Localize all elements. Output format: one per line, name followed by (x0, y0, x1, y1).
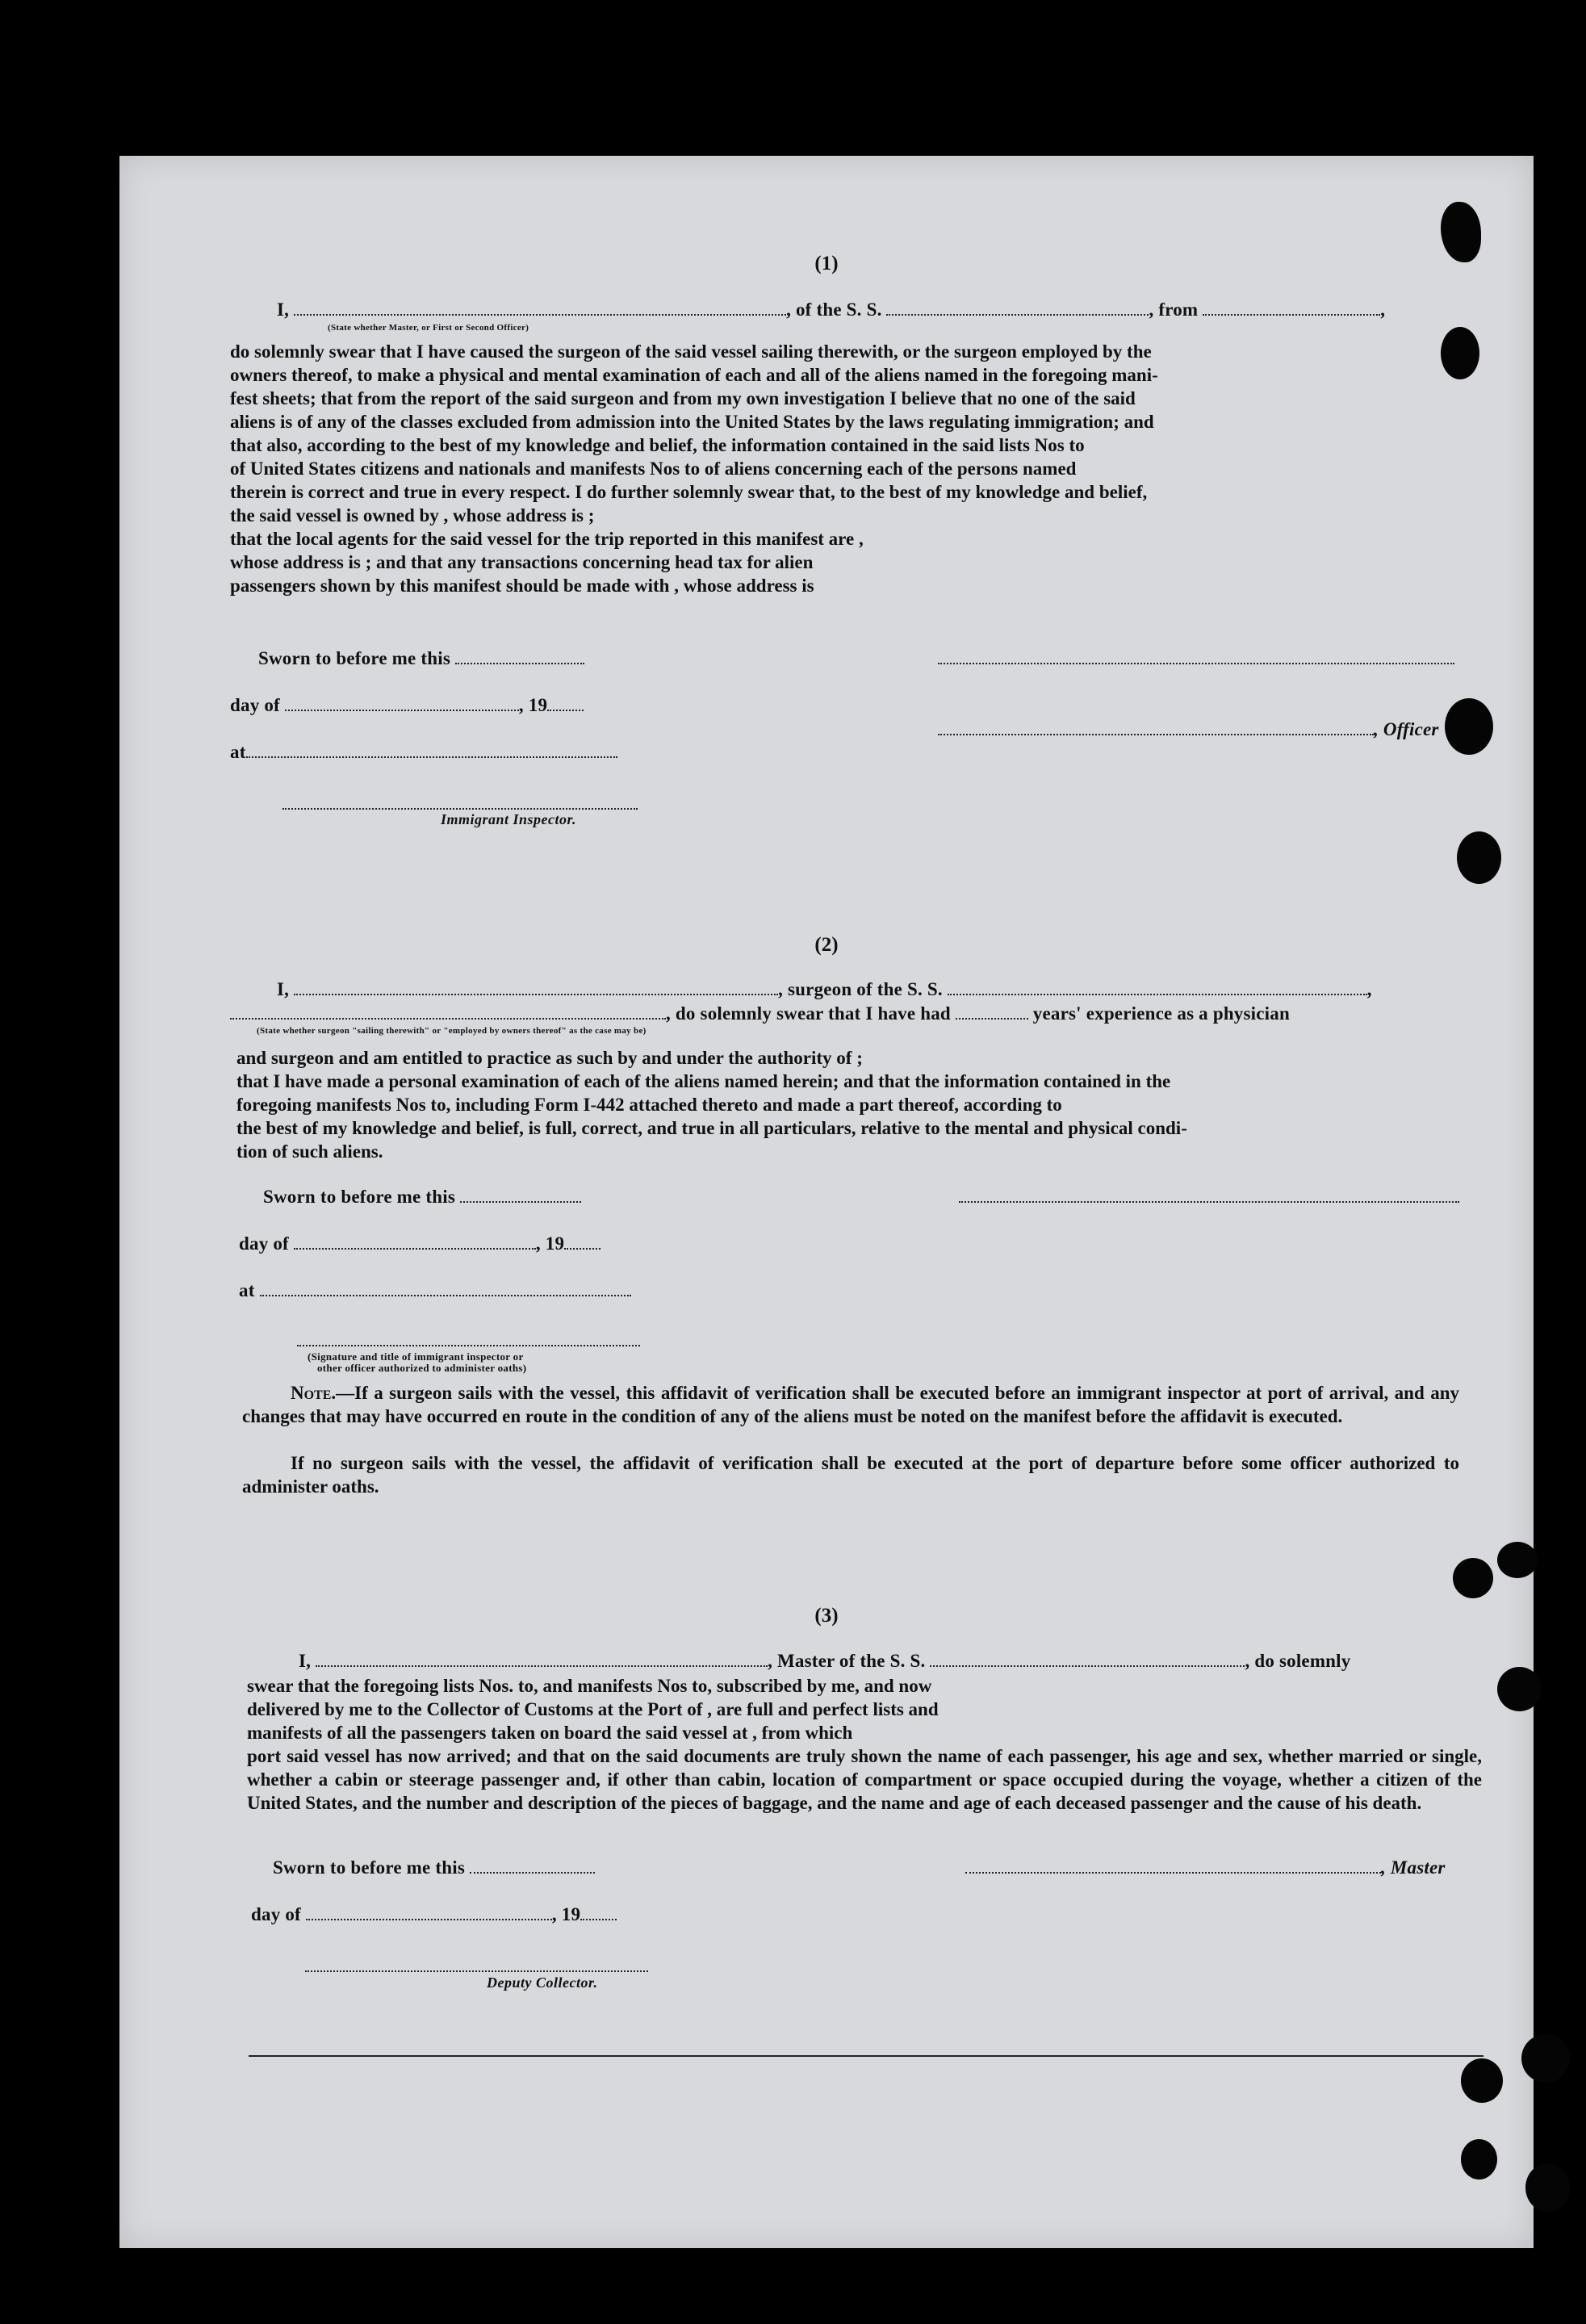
officer-label: , Officer (1374, 719, 1439, 739)
day-of-3: day of , 19 (251, 1904, 617, 1925)
section-2-line-2: , do solemnly swear that I have had years' experience as a physician (230, 1003, 1290, 1024)
ink-blot-4 (1457, 831, 1501, 884)
section-1-oath-text: do solemnly swear that I have caused the surgeon of the said vessel sailing therewith, or the surgeon employed by the owners thereof, to make a physical and mental examination of each and all of the aliens named in the foregoing mani- fest sheets; that from the report of the said surgeon and from my own investigation I believe that no one of the said aliens is of any of the classes excluded from admission into the United States by the laws regulating immigration; and that also, according to the best of my knowledge and belief, the information contained in the said lists Nos to of United States citizens and nationals and manifests Nos to of aliens concerning each of the persons named therein is correct and true in every respect. I do further solemnly swear that, to the best of my knowledge and belief, the said vessel is owned by , whose address is ; that the local agents for the said vessel for the trip reported in this manifest are , whose address is ; and that any transactions concerning head tax for alien passengers shown by this manifest should be made with , whose address is (230, 341, 1158, 596)
section-2-number: (2) (814, 934, 839, 956)
ink-blot-8 (1461, 2058, 1503, 2103)
ink-blot-5 (1453, 1558, 1493, 1598)
section-3-line-1: I, , Master of the S. S. , do solemnly (299, 1651, 1351, 1671)
ink-blot-3 (1445, 698, 1493, 755)
master-signature-line (965, 1857, 1446, 1878)
sworn-before-me-3: Sworn to before me this (273, 1857, 595, 1878)
section-1-number: (1) (814, 253, 839, 274)
surgeon-signature-line (959, 1187, 1459, 1208)
at-place-2: at (239, 1280, 631, 1301)
inspector-signature-line-2 (297, 1330, 640, 1351)
at-place-1: at (230, 742, 617, 763)
manifest-affidavit-page (119, 156, 1534, 2248)
section-2-line-1: I, , surgeon of the S. S. , (277, 979, 1372, 999)
note-paragraph-1: Note.—If a surgeon sails with the vessel, this affidavit of verification shall be executed before an immigrant inspector at port of arrival, and any changes that may have occurred en route in the condition of any of the aliens must be noted on the manifest before the affidavit is executed. (242, 1383, 1459, 1426)
section-3-number: (3) (814, 1605, 839, 1627)
ink-blot-2 (1441, 327, 1479, 379)
bottom-rule (249, 2055, 1483, 2057)
officer-rank-note: (State whether Master, or First or Second Officer) (328, 323, 529, 333)
section-3-oath-text: swear that the foregoing lists Nos. to, and manifests Nos to, subscribed by me, and now delivered by me to the Collector of Customs at the Port of , are full and perfect lists and manifests of all the passengers taken on board the said vessel at , from which port said vessel has now arrived; and that on the said documents are truly shown the name of each passenger, his age and sex, whether married or single, whether a cabin or steerage passenger and, if other than cabin, location of compartment or space occupied during the voyage, whether a citizen of the United States, and the number and description of the pieces of baggage, and the name and age of each deceased passenger and the cause of his death. (247, 1676, 1482, 1813)
ink-blot-7 (1497, 1667, 1542, 1711)
section-2-oath-text: and surgeon and am entitled to practice as such by and under the authority of ; that I have made a personal examination of each of the aliens named herein; and that the information contained in the foregoing manifests Nos to, including Form I-442 attached thereto and made a part thereof, according to the best of my knowledge and belief, is full, correct, and true in all particulars, relative to the mental and physical condi- tion of such aliens. (236, 1048, 1187, 1162)
sworn-before-me-1: Sworn to before me this (258, 648, 584, 669)
immigrant-inspector-label: Immigrant Inspector. (441, 811, 577, 827)
ink-blot-6 (1497, 1542, 1538, 1578)
section-1-line-1: I, , of the S. S. , from , (277, 299, 1386, 320)
day-of-1: day of , 19 (230, 695, 584, 716)
deputy-collector-label: Deputy Collector. (487, 1974, 598, 1991)
signature-title-note-2: other officer authorized to administer oaths) (317, 1362, 527, 1374)
signature-title-note-1: (Signature and title of immigrant inspector or (308, 1350, 524, 1363)
officer-signature-line-2 (938, 719, 1439, 740)
master-label: , Master (1381, 1857, 1446, 1878)
day-of-2: day of , 19 (239, 1233, 601, 1254)
officer-signature-line-1 (938, 648, 1454, 669)
sworn-before-me-2: Sworn to before me this (263, 1187, 581, 1208)
note-label: Note. (291, 1383, 337, 1403)
ink-blot-10 (1461, 2139, 1497, 2180)
surgeon-type-note: (State whether surgeon "sailing therewith" or "employed by owners thereof" as the case may be) (257, 1026, 647, 1036)
ink-blot-11 (1525, 2163, 1570, 2212)
ink-blot-9 (1521, 2034, 1570, 2083)
note-paragraph-2: If no surgeon sails with the vessel, the affidavit of verification shall be executed at the port of departure before some officer authorized to administer oaths. (242, 1453, 1459, 1497)
